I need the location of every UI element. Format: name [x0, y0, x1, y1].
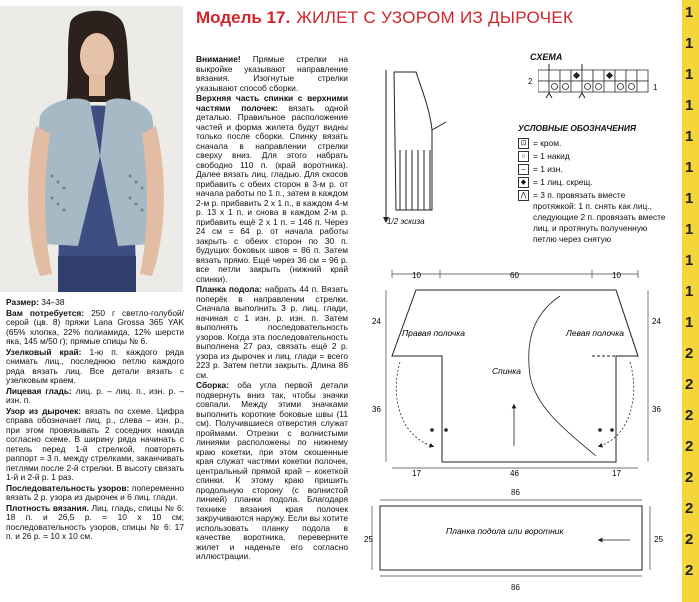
gauge-label: Плотность вязания.	[6, 502, 89, 513]
gauge-value: Лиц. гладь, спицы № 6: 18 п. и 26,5 р. = 10 х 10 см; последовательность узоров, спицы № 6: 17 п. и 26 р. = 10 х 10 см.	[6, 502, 184, 541]
model-number: Модель 17.	[196, 8, 291, 27]
dim-bottom-right: 17	[612, 469, 621, 478]
hem-band-label: Планка подола:	[196, 284, 262, 294]
size-value: 34–38	[41, 297, 65, 307]
ruler-mark: 1	[685, 128, 694, 145]
ruler-mark: 1	[685, 97, 694, 114]
decrease-icon: ⋀	[518, 190, 529, 201]
legend	[518, 123, 668, 247]
legend-title: УСЛОВНЫЕ ОБОЗНАЧЕНИЯ	[518, 123, 636, 133]
ruler-mark: 1	[685, 159, 694, 176]
ruler-mark: 2	[685, 438, 694, 455]
legend-item: ◆ = 1 лиц. скрещ.	[518, 177, 668, 188]
size-label: Размер:	[6, 297, 39, 307]
top-part-label: Верхняя часть спинки с верхними частями полочек:	[196, 93, 348, 113]
page-title	[196, 8, 573, 28]
attention-label: Внимание!	[196, 54, 241, 64]
sequence-value: попеременно вязать 2 р. узора из дырочек и 6 лиц. глади.	[6, 482, 184, 502]
ruler-mark: 1	[685, 35, 694, 52]
dim-bottom-left: 17	[412, 469, 421, 478]
ruler-mark: 2	[685, 469, 694, 486]
scheme-row-left: 2	[528, 77, 533, 86]
hem-band-diagram	[360, 494, 680, 590]
legend-item: – = 1 изн.	[518, 164, 668, 175]
model-photo	[0, 6, 183, 292]
band-label: Планка подола или воротник	[446, 526, 564, 536]
purl-icon: –	[518, 164, 529, 175]
ruler-mark: 1	[685, 66, 694, 83]
twisted-knit-icon: ◆	[518, 177, 529, 188]
ruler-mark: 2	[685, 407, 694, 424]
attention-value: Прямые стрелки на выкройке указывают направление вязания. Изогнутые стрелки указывают способ сборки.	[196, 54, 349, 93]
dim-left-36: 36	[372, 405, 381, 414]
lace-value: вязать по схеме. Цифра справа обозначает лиц. р., слева – изн. р., при этом провязывать 2 соседних накида согласно схеме. В ширину ряда начинать с петель перед 1-й стрелкой, повторять раппорт = 3 п. между стрелками, заканчивать петлями после 2-й стрелки. В высоту связать 1-й и 2-й р. 1 раз.	[6, 405, 185, 482]
dim-right-24: 24	[652, 317, 661, 326]
materials-value: 250 г светло-голубой/серой (цв. 8) пряжи Lana Grossa 365 YAK (65% хлопка, 22% полиамида, 12% шерсти яка, 145 м/50 г); прямые спицы № 6.	[6, 307, 184, 346]
stockinette-value: лиц. р. – лиц. п., изн. р. – изн. п.	[6, 385, 185, 405]
stockinette-label: Лицевая гладь:	[6, 385, 72, 396]
materials-label: Вам потребуется:	[6, 307, 85, 318]
ruler-mark: 2	[685, 376, 694, 393]
dim-right-36: 36	[652, 405, 661, 414]
lace-label: Узор из дырочек:	[6, 405, 82, 416]
ruler-mark: 1	[685, 314, 694, 331]
ruler-mark: 1	[685, 190, 694, 207]
edge-value: 1-ю п. каждого ряда снимать лиц., последнюю петлю каждого ряда вязать лиц. Все детали вязать с узелковым краем.	[6, 346, 185, 385]
ruler-mark: 1	[685, 4, 694, 21]
edge-label: Узелковый край:	[6, 346, 82, 357]
dim-left-24: 24	[372, 317, 381, 326]
ruler-mark: 1	[685, 252, 694, 269]
band-bottom-dim: 86	[511, 583, 520, 592]
dim-top-center: 60	[510, 271, 519, 280]
ruler-mark: 2	[685, 531, 694, 548]
dim-top-left: 10	[412, 271, 421, 280]
assembly-label: Сборка:	[196, 380, 229, 390]
middle-text-column	[196, 55, 348, 563]
label-back: Спинка	[492, 366, 521, 376]
sketch-caption: 1/2 эскиза	[387, 217, 425, 226]
scheme-row-right: 1	[653, 83, 658, 92]
label-right-panel: Правая полочка	[402, 328, 465, 338]
scheme-grid	[538, 62, 650, 102]
band-side-left: 25	[364, 535, 373, 544]
pattern-diagram	[360, 266, 680, 482]
half-sketch	[372, 60, 452, 225]
ruler-mark: 2	[685, 345, 694, 362]
dim-bottom-center: 46	[510, 469, 519, 478]
ruler-mark: 2	[685, 562, 694, 579]
assembly-value: оба угла первой детали подвернуть вниз так, чтобы значки совпали. Между этими значками выполнить короткие боковые швы (11 см). Получившиеся отверстия служат проймами. Отрезки с волнистыми линиями расположены по нижнему краю кокетки, при этом скошенные края служат частями кокетки полочек, центральный прямой край – кокеткой спинки. К этому краю пришить продольную сторону (с волнистой линией) планки подола. Благодаря технике вязания края полочек закручиваются наружу. Если вы хотите использовать планку подола в качестве воротника, переверните жилет и наденьте его согласно иллюстрации.	[196, 380, 349, 561]
ruler-mark: 1	[685, 221, 694, 238]
scheme-title: СХЕМА	[530, 52, 563, 62]
legend-item: ⊡ = кром.	[518, 138, 668, 149]
page-ruler	[682, 0, 699, 602]
legend-item: ⋀ = 3 п. провязать вместе протяжкой: 1 п. снять как лиц., следующие 2 п. провязать вместе лиц. и протянуть полученную петлю через снятую	[518, 190, 668, 245]
dim-top-right: 10	[612, 271, 621, 280]
legend-item: ○ = 1 накид	[518, 151, 668, 162]
band-side-right: 25	[654, 535, 663, 544]
left-text-column	[6, 298, 184, 543]
model-name: ЖИЛЕТ С УЗОРОМ ИЗ ДЫРОЧЕК	[296, 8, 574, 27]
hem-band-value: набрать 44 п. Вязать поперёк в направлении стрелки. Сначала выполнить 3 р. лиц. глади, начиная с 1 изн. р. изн. п. Затем выполнять последовательность узоров. Когда эта последовательность выполнена 27 раз, связать ещё 2 р. узора из дырочек и лиц. глади = всего 223 р. Затем петли закрыть. Длина 86 см.	[196, 284, 349, 380]
label-left-panel: Левая полочка	[566, 328, 624, 338]
top-part-value: вязать одной деталью. Правильное расположение частей и форма жилета будут видны только после сборки. Спинку вязать сначала в направлении стрелки сверху вниз. Для этого набрать свободно 110 п. (край воротника). Далее вязать лиц. гладью. Для скосов прибавить с обеих сторон в 3-м р. от начала работы по 1 п., затем в каждом 2-м р. прибавить 2 х 1 п., в каждом 4-м р. 13 х 1 п. и снова в каждом 2-м р. прибавить ещё 2 х 1 п. = 146 п. Через 24 см = 64 р. от начала работы закрыть с обеих сторон по 30 п. будущих боковых швов = 86 п. Затем вязать прямо. Ещё через 36 см = 96 р. все петли закрыть (нижний край спинки).	[196, 102, 349, 284]
dim-width-86: 86	[511, 488, 520, 497]
edge-stitch-icon: ⊡	[518, 138, 529, 149]
sequence-label: Последовательность узоров:	[6, 482, 130, 493]
ruler-mark: 2	[685, 500, 694, 517]
yarn-over-icon: ○	[518, 151, 529, 162]
ruler-mark: 1	[685, 283, 694, 300]
